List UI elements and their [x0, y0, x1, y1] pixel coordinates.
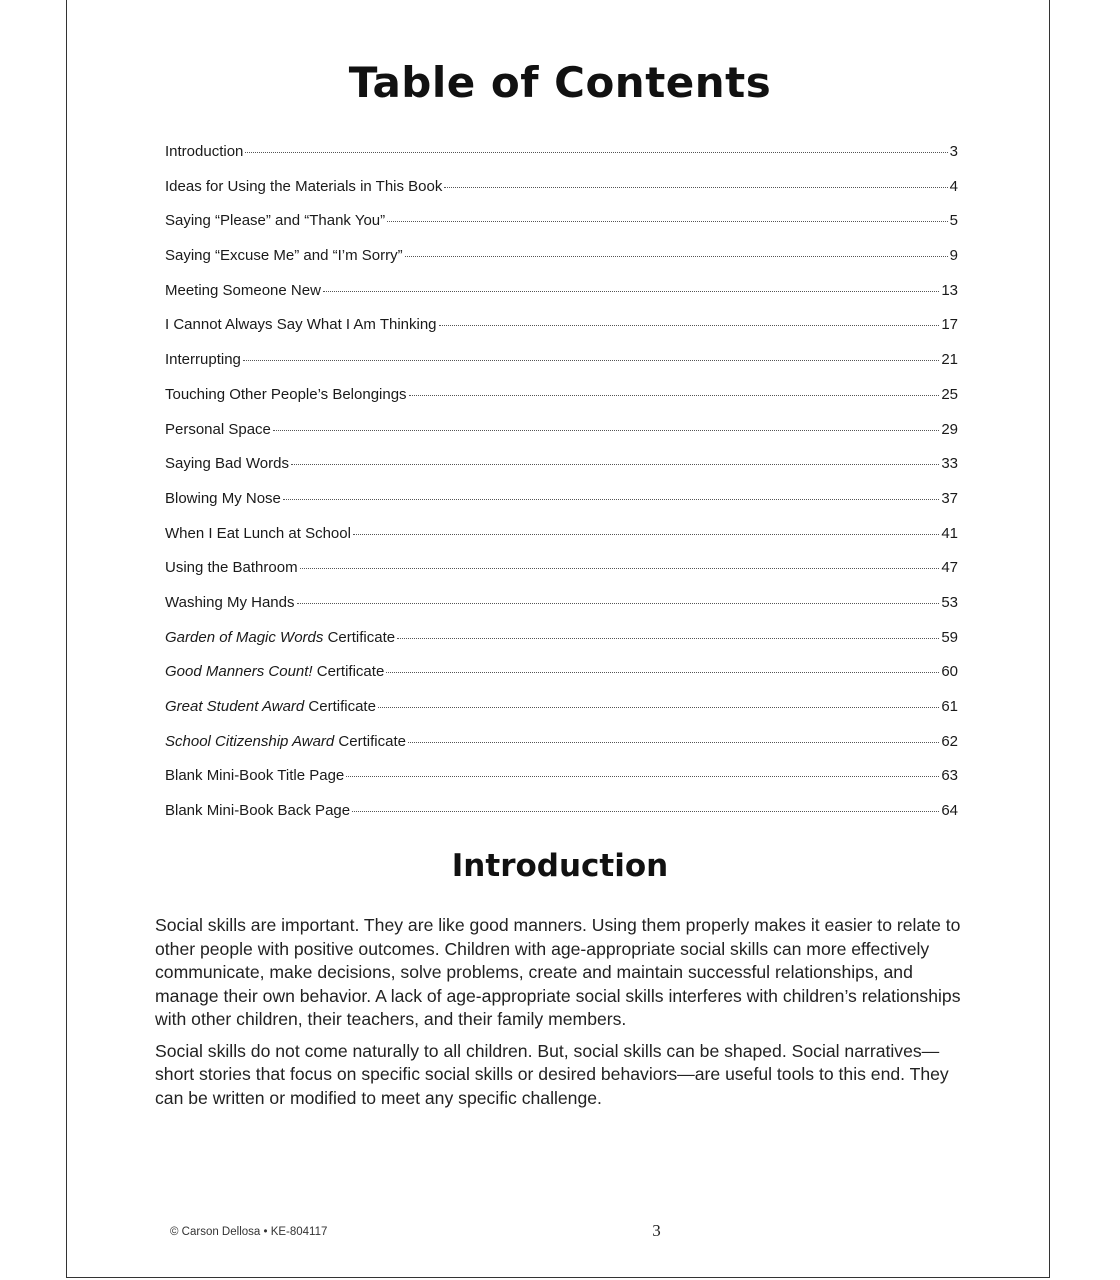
- toc-entry-text: Meeting Someone New: [165, 281, 321, 299]
- toc-dot-leader: [386, 672, 939, 673]
- toc-entry-label: [165, 733, 406, 750]
- toc-entry: [165, 733, 958, 768]
- footer-page-number: 3: [652, 1221, 661, 1240]
- toc-entry: [165, 386, 958, 421]
- toc-title: Table of Contents: [348, 58, 772, 107]
- toc-entry-label: [165, 663, 384, 680]
- toc-entry-page: 41: [941, 524, 958, 542]
- toc-dot-leader: [352, 811, 939, 812]
- toc-entry-page: 62: [941, 732, 958, 750]
- toc-entry-italic-title: Garden of Magic Words: [165, 628, 324, 646]
- toc-entry-page: 63: [941, 767, 958, 785]
- toc-entry: [165, 767, 958, 802]
- intro-body: [155, 914, 965, 1118]
- toc-entry-page: 25: [941, 385, 958, 403]
- toc-entry-page: 60: [941, 663, 958, 681]
- toc-dot-leader: [405, 256, 948, 257]
- toc-entry-text: Using the Bathroom: [165, 559, 298, 577]
- toc-dot-leader: [439, 325, 940, 326]
- toc-entry-label: [165, 802, 350, 819]
- toc-entry: [165, 212, 958, 247]
- toc-entry-page: 59: [941, 628, 958, 646]
- toc-entry-text: Introduction: [165, 143, 244, 160]
- toc-dot-leader: [300, 568, 940, 569]
- toc-entry-text: Certificate: [334, 732, 406, 750]
- toc-entry-label: [165, 178, 442, 195]
- toc-entry-page: 13: [941, 281, 958, 299]
- intro-title: Introduction: [451, 848, 669, 884]
- toc-entry-label: [165, 421, 271, 438]
- toc-entry: [165, 282, 958, 317]
- toc-entry-text: Blank Mini-Book Title Page: [165, 767, 345, 785]
- toc-entry-page: 37: [941, 489, 958, 507]
- toc-entry-text: When I Eat Lunch at School: [165, 524, 351, 542]
- toc-entry-page: 61: [941, 698, 958, 715]
- toc-entry-page: 47: [941, 559, 958, 577]
- toc-entry-italic-title: Good Manners Count!: [165, 663, 313, 681]
- toc-entry: [165, 559, 958, 594]
- toc-entry-label: [165, 351, 241, 368]
- toc-entry-label: [165, 143, 243, 160]
- toc-entry-label: [165, 594, 295, 611]
- toc-entry-page: 53: [941, 593, 958, 611]
- toc-entry: [165, 247, 958, 282]
- toc-dot-leader: [387, 221, 948, 222]
- toc-dot-leader: [408, 742, 939, 743]
- toc-entry-page: 33: [941, 455, 958, 473]
- toc-entry-label: [165, 490, 281, 507]
- toc-dot-leader: [378, 707, 939, 708]
- toc-entry-label: [165, 316, 437, 333]
- toc-entry-text: Personal Space: [165, 420, 271, 438]
- toc-dot-leader: [444, 187, 947, 188]
- toc-entry: [165, 525, 958, 560]
- intro-paragraph-1: Social skills are important. They are like good manners. Using them properly makes it easier to relate to other people with positive outcomes. Children with age-appropriate social skills can more effectively communicate, make decisions, solve problems, create and maintain successful relationships, and manage their own behavior. A lack of age-appropriate social skills interferes with children’s relationships with other children, their teachers, and their family members.: [155, 915, 961, 1029]
- toc-entry-text: Saying “Excuse Me” and “I’m Sorry”: [165, 247, 403, 265]
- toc-entry-text: Ideas for Using the Materials in This Book: [165, 177, 443, 195]
- toc-entry-page: 5: [949, 212, 958, 230]
- toc-entry-italic-title: School Citizenship Award: [165, 732, 335, 750]
- toc-entry-label: [165, 212, 385, 229]
- toc-entry-page: 9: [949, 247, 958, 265]
- toc-entry: [165, 698, 958, 733]
- toc-entry-label: [165, 525, 351, 542]
- toc-dot-leader: [243, 360, 939, 361]
- toc-entry-text: Certificate: [323, 628, 396, 646]
- toc-dot-leader: [291, 464, 939, 465]
- toc-entry-italic-title: Great Student Award: [165, 698, 305, 715]
- toc-entry: [165, 802, 958, 837]
- toc-dot-leader: [245, 152, 947, 153]
- toc-entry-page: 29: [941, 420, 958, 438]
- toc-entry: [165, 421, 958, 456]
- toc-entry: [165, 316, 958, 351]
- toc-entry-text: Saying Bad Words: [165, 455, 289, 473]
- toc-entry-label: [165, 698, 376, 715]
- toc-entry: [165, 178, 958, 213]
- toc-dot-leader: [409, 395, 940, 396]
- toc-entry: [165, 663, 958, 698]
- toc-entry-label: [165, 559, 298, 576]
- toc-dot-leader: [283, 499, 939, 500]
- toc-entry: [165, 629, 958, 664]
- toc-entry-label: [165, 282, 321, 299]
- toc-dot-leader: [273, 430, 939, 431]
- toc-entry-page: 64: [941, 802, 958, 820]
- toc-entry-text: Saying “Please” and “Thank You”: [165, 212, 386, 230]
- toc-entry-page: 21: [941, 351, 958, 369]
- toc-entry-text: I Cannot Always Say What I Am Thinking: [165, 316, 437, 334]
- toc-entry-label: [165, 629, 395, 646]
- toc-entry-label: [165, 386, 407, 403]
- toc-entry: [165, 490, 958, 525]
- toc-entry-label: [165, 455, 289, 472]
- toc-entry-label: [165, 247, 403, 264]
- toc-entry: [165, 351, 958, 386]
- toc-dot-leader: [397, 638, 939, 639]
- toc-entry-label: [165, 767, 344, 784]
- toc-entry-text: Blowing My Nose: [165, 489, 281, 507]
- toc-dot-leader: [297, 603, 940, 604]
- toc-entry-text: Washing My Hands: [165, 593, 295, 611]
- table-of-contents: [165, 143, 958, 837]
- toc-entry-text: Blank Mini-Book Back Page: [165, 802, 351, 820]
- toc-entry: [165, 594, 958, 629]
- toc-entry-page: 4: [949, 177, 958, 195]
- toc-entry-text: Certificate: [304, 698, 376, 715]
- footer-copyright: © Carson Dellosa • KE-804117: [170, 1226, 328, 1238]
- toc-entry-text: Interrupting: [165, 351, 241, 369]
- toc-entry: [165, 455, 958, 490]
- toc-entry: [165, 143, 958, 178]
- toc-dot-leader: [323, 291, 939, 292]
- toc-dot-leader: [346, 776, 939, 777]
- toc-entry-text: Touching Other People’s Belongings: [165, 385, 407, 403]
- toc-entry-page: 3: [949, 143, 958, 160]
- toc-entry-page: 17: [941, 316, 958, 334]
- toc-dot-leader: [353, 534, 939, 535]
- intro-paragraph-2: Social skills do not come naturally to all children. But, social skills can be shaped. Social narratives—short stories that focus on specific social skills or desired behaviors—are useful tools to this end. They can be written or modified to meet any specific challenge.: [155, 1040, 949, 1108]
- toc-entry-text: Certificate: [312, 663, 385, 681]
